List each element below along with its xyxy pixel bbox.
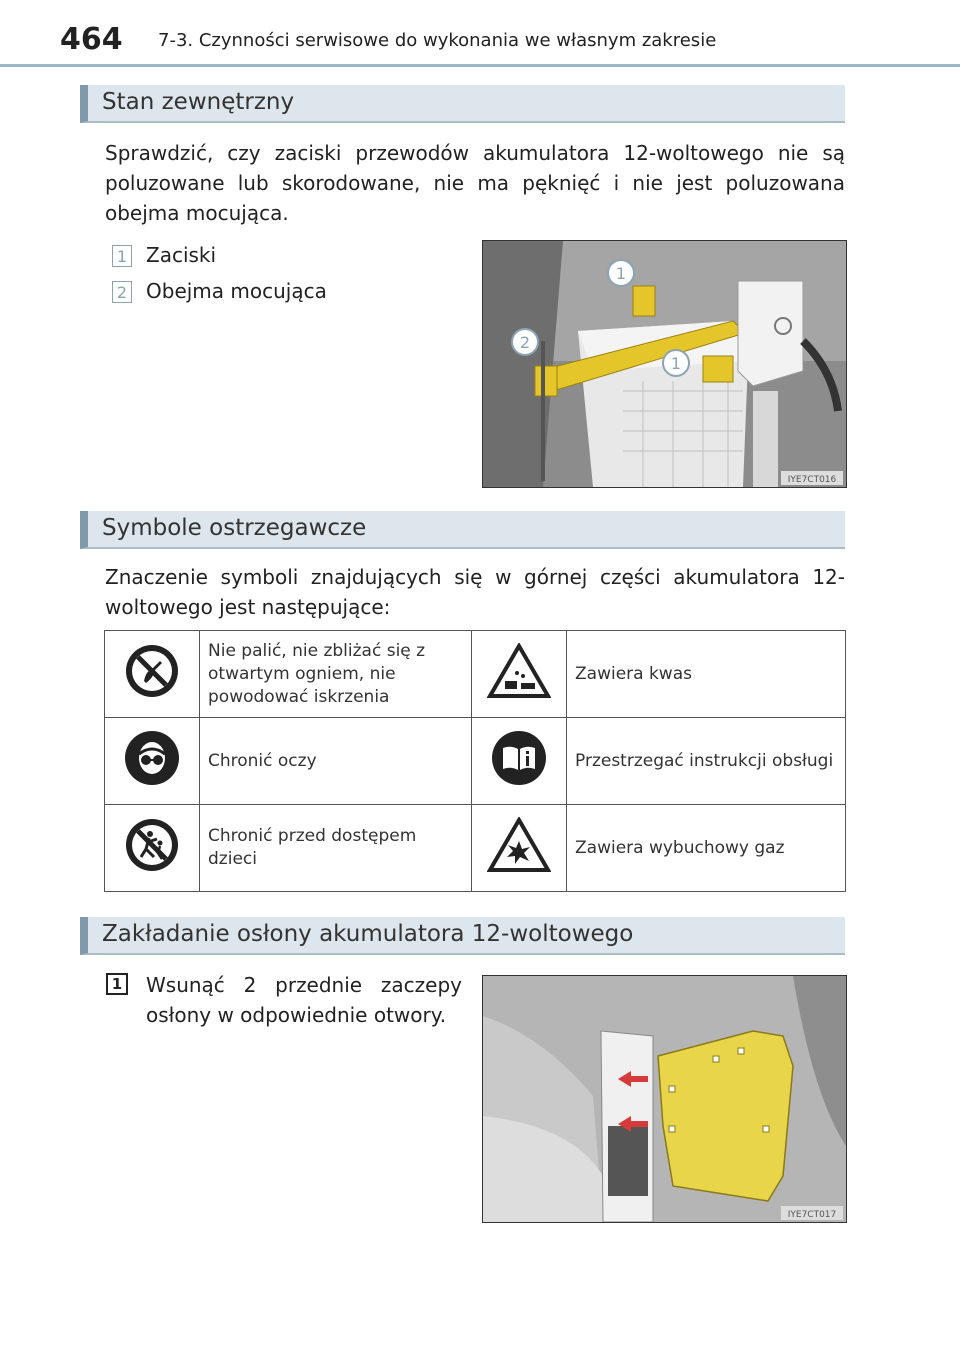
no-fire-icon bbox=[124, 643, 180, 699]
section-header-install-cover bbox=[80, 917, 845, 955]
symbol-description: Chronić przed dostępem dzieci bbox=[200, 805, 472, 892]
battery-terminals-photo bbox=[482, 240, 847, 488]
section-header-warning-symbols bbox=[80, 511, 845, 549]
callout-number: 1 bbox=[112, 245, 132, 267]
section2-paragraph: Znaczenie symboli znajdujących się w górnej części akumulatora 12-woltowego jest następujące: bbox=[105, 565, 845, 619]
table-row bbox=[105, 718, 846, 805]
section-title: Symbole ostrzegawcze bbox=[102, 515, 367, 541]
callout-number: 2 bbox=[112, 281, 132, 303]
eye-protection-icon bbox=[124, 730, 180, 786]
header-rule bbox=[0, 64, 960, 67]
symbol-description: Nie palić, nie zbliżać się z otwartym ogniem, nie powodować iskrzenia bbox=[200, 631, 472, 718]
image-code: IYE7CT017 bbox=[787, 1210, 837, 1220]
symbol-cell bbox=[105, 718, 200, 805]
item-label-bracket: Obejma mocująca bbox=[146, 279, 327, 303]
page-number: 464 bbox=[60, 22, 123, 57]
acid-warning-icon bbox=[487, 643, 551, 699]
warning-symbols-table bbox=[104, 630, 846, 892]
symbol-cell bbox=[472, 631, 567, 718]
battery-cover-photo bbox=[482, 975, 847, 1223]
step-number: 1 bbox=[106, 973, 128, 995]
callout-text: 1 bbox=[615, 264, 627, 283]
callout-text: 2 bbox=[519, 333, 531, 352]
symbol-description: Chronić oczy bbox=[200, 718, 472, 805]
section-title: Stan zewnętrzny bbox=[102, 89, 295, 115]
item-label-clamps: Zaciski bbox=[146, 243, 217, 267]
symbol-description: Zawiera kwas bbox=[567, 631, 846, 718]
symbol-description: Zawiera wybuchowy gaz bbox=[567, 805, 846, 892]
manual-icon bbox=[491, 730, 547, 786]
image-code: IYE7CT016 bbox=[787, 475, 837, 485]
symbol-description: Przestrzegać instrukcji obsługi bbox=[567, 718, 846, 805]
symbol-cell bbox=[105, 805, 200, 892]
symbol-cell bbox=[472, 805, 567, 892]
symbol-cell bbox=[105, 631, 200, 718]
section-header-external-condition bbox=[80, 85, 845, 123]
table-row bbox=[105, 805, 846, 892]
callout-text: 1 bbox=[670, 354, 682, 373]
chapter-title: 7-3. Czynności serwisowe do wykonania we własnym zakresie bbox=[158, 30, 717, 51]
section1-paragraph: Sprawdzić, czy zaciski przewodów akumulatora 12-woltowego nie są poluzowane lub skorodowane, nie ma pęknięć i nie jest poluzowana obejma mocująca. bbox=[105, 141, 845, 225]
section-title: Zakładanie osłony akumulatora 12-woltowego bbox=[102, 921, 634, 947]
explosive-gas-icon bbox=[487, 817, 551, 873]
no-children-icon bbox=[124, 817, 180, 873]
symbol-cell bbox=[472, 718, 567, 805]
table-row bbox=[105, 631, 846, 718]
step-instruction: Wsunąć 2 przednie zaczepy osłony w odpowiednie otwory. bbox=[146, 973, 462, 1027]
